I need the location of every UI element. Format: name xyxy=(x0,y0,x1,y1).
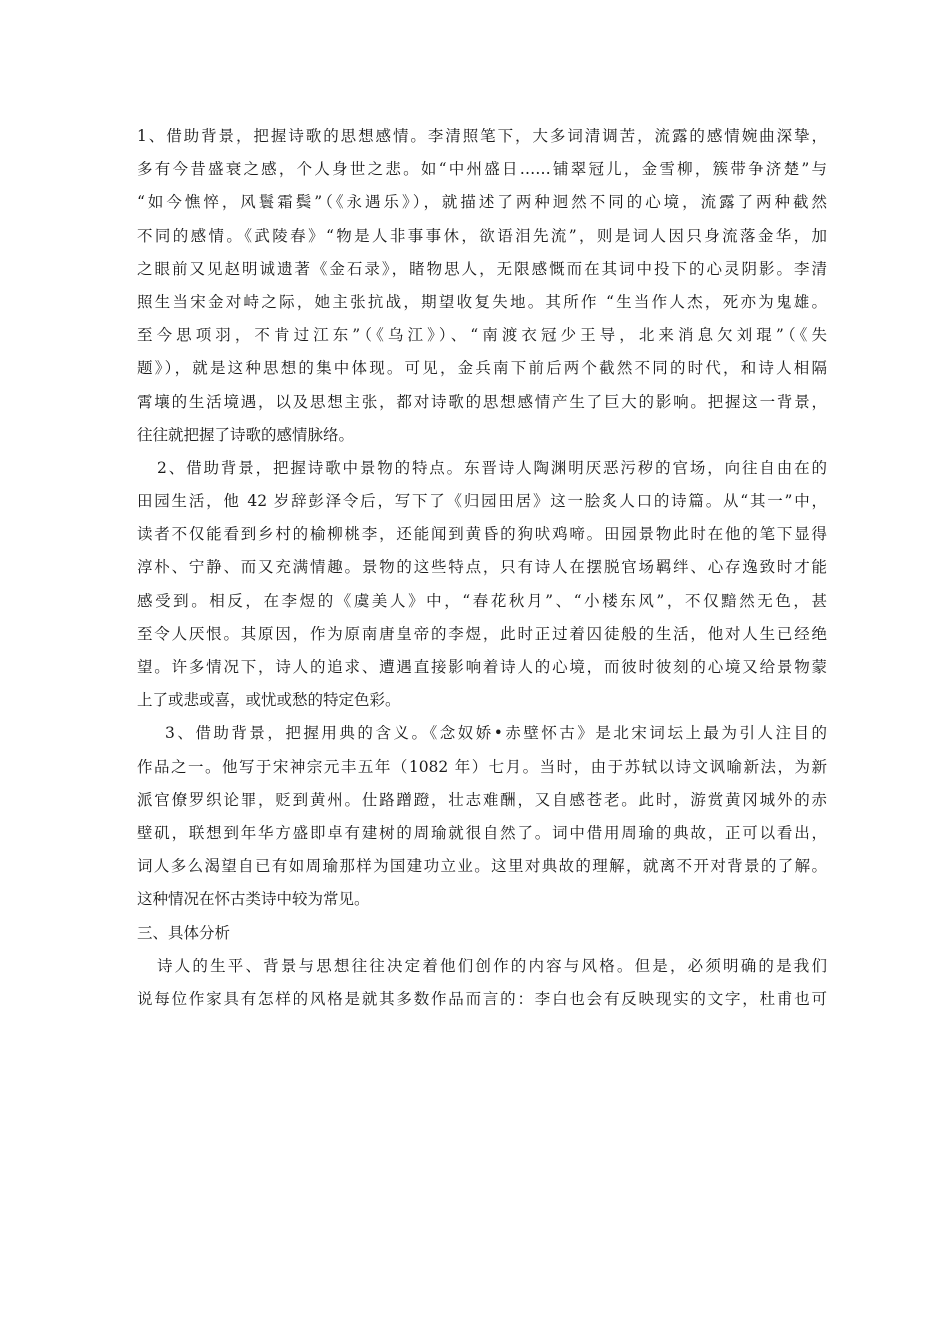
text-line: 至今思项羽，不肯过江东”（《乌江》）、“南渡衣冠少王导，北来消息欠刘琨”（《失 xyxy=(137,326,827,345)
text-line: 三、具体分析 xyxy=(137,923,231,942)
text-line: “如今憔悴，风鬟霜鬓”（《永遇乐》），就描述了两种迥然不同的心境，流露了两种截然 xyxy=(137,193,827,212)
text-line: 3、借助背景，把握用典的含义。《念奴娇•赤壁怀古》是北宋词坛上最为引人注目的 xyxy=(165,724,827,743)
text-line: 上了或悲或喜，或忧或愁的特定色彩。 xyxy=(137,691,401,710)
text-line: 多有今昔盛衰之感，个人身世之悲。如“中州盛日……铺翠冠儿，金雪柳，簇带争济楚”与 xyxy=(137,160,827,179)
text-line: 照生当宋金对峙之际，她主张抗战，期望收复失地。其所作 “生当作人杰，死亦为鬼雄。 xyxy=(137,292,827,311)
text-line: 这种情况在怀古类诗中较为常见。 xyxy=(137,890,370,909)
text-line: 不同的感情。《武陵春》“物是人非事事休，欲语泪先流”，则是词人因只身流落金华，加 xyxy=(137,226,827,245)
text-line: 派官僚罗织论罪，贬到黄州。仕路蹭蹬，壮志难酬，又自感苍老。此时，游赏黄冈城外的赤 xyxy=(137,790,827,809)
text-line: 望。许多情况下，诗人的追求、遭遇直接影响着诗人的心境，而彼时彼刻的心境又给景物蒙 xyxy=(137,658,827,676)
text-line: 感受到。相反，在李煜的《虞美人》中，“春花秋月”、“小楼东风”，不仅黯然无色，甚 xyxy=(137,591,827,610)
text-line: 至令人厌恨。其原因，作为原南唐皇帝的李煜，此时正过着囚徒般的生活，他对人生已经绝 xyxy=(137,624,827,643)
text-line: 霄壤的生活境遇，以及思想主张，都对诗歌的思想感情产生了巨大的影响。把握这一背景， xyxy=(137,392,827,411)
text-line: 作品之一。他写于宋神宗元丰五年（1082 年）七月。当时，由于苏轼以诗文讽喻新法，为新 xyxy=(137,757,827,776)
text-line: 词人多么渴望自已有如周瑜那样为国建功立业。这里对典故的理解，就离不开对背景的了解。 xyxy=(137,857,827,876)
text-line: 淳朴、宁静、而又充满情趣。景物的这些特点，只有诗人在摆脱官场羁绊、心存逸致时才能 xyxy=(137,558,827,577)
text-line: 田园生活，他 42 岁辞彭泽令后，写下了《归园田居》这一脍炙人口的诗篇。从“其一”中， xyxy=(137,492,827,511)
text-line: 2、借助背景，把握诗歌中景物的特点。东晋诗人陶渊明厌恶污秽的官场，向往自由在的 xyxy=(157,458,827,477)
text-line: 读者不仅能看到乡村的榆柳桃李，还能闻到黄昏的狗吠鸡啼。田园景物此时在他的笔下显得 xyxy=(137,525,827,544)
text-line: 诗人的生平、背景与思想往往决定着他们创作的内容与风格。但是，必须明确的是我们 xyxy=(157,956,827,975)
text-line: 题》），就是这种思想的集中体现。可见，金兵南下前后两个截然不同的时代，和诗人相隔 xyxy=(137,359,827,378)
text-line: 说每位作家具有怎样的风格是就其多数作品而言的：李白也会有反映现实的文字，杜甫也可 xyxy=(137,989,827,1008)
text-line: 壁矶，联想到年华方盛即卓有建树的周瑜就很自然了。词中借用周瑜的典故，正可以看出， xyxy=(137,823,827,842)
text-line: 往往就把握了诗歌的感情脉络。 xyxy=(137,425,355,444)
text-line: 之眼前又见赵明诚遗著《金石录》，睹物思人，无限感慨而在其词中投下的心灵阴影。李清 xyxy=(137,259,827,278)
text-line: 1、借助背景，把握诗歌的思想感情。李清照笔下，大多词清调苦，流露的感情婉曲深挚， xyxy=(137,127,827,145)
document-body-text xyxy=(137,120,827,1016)
